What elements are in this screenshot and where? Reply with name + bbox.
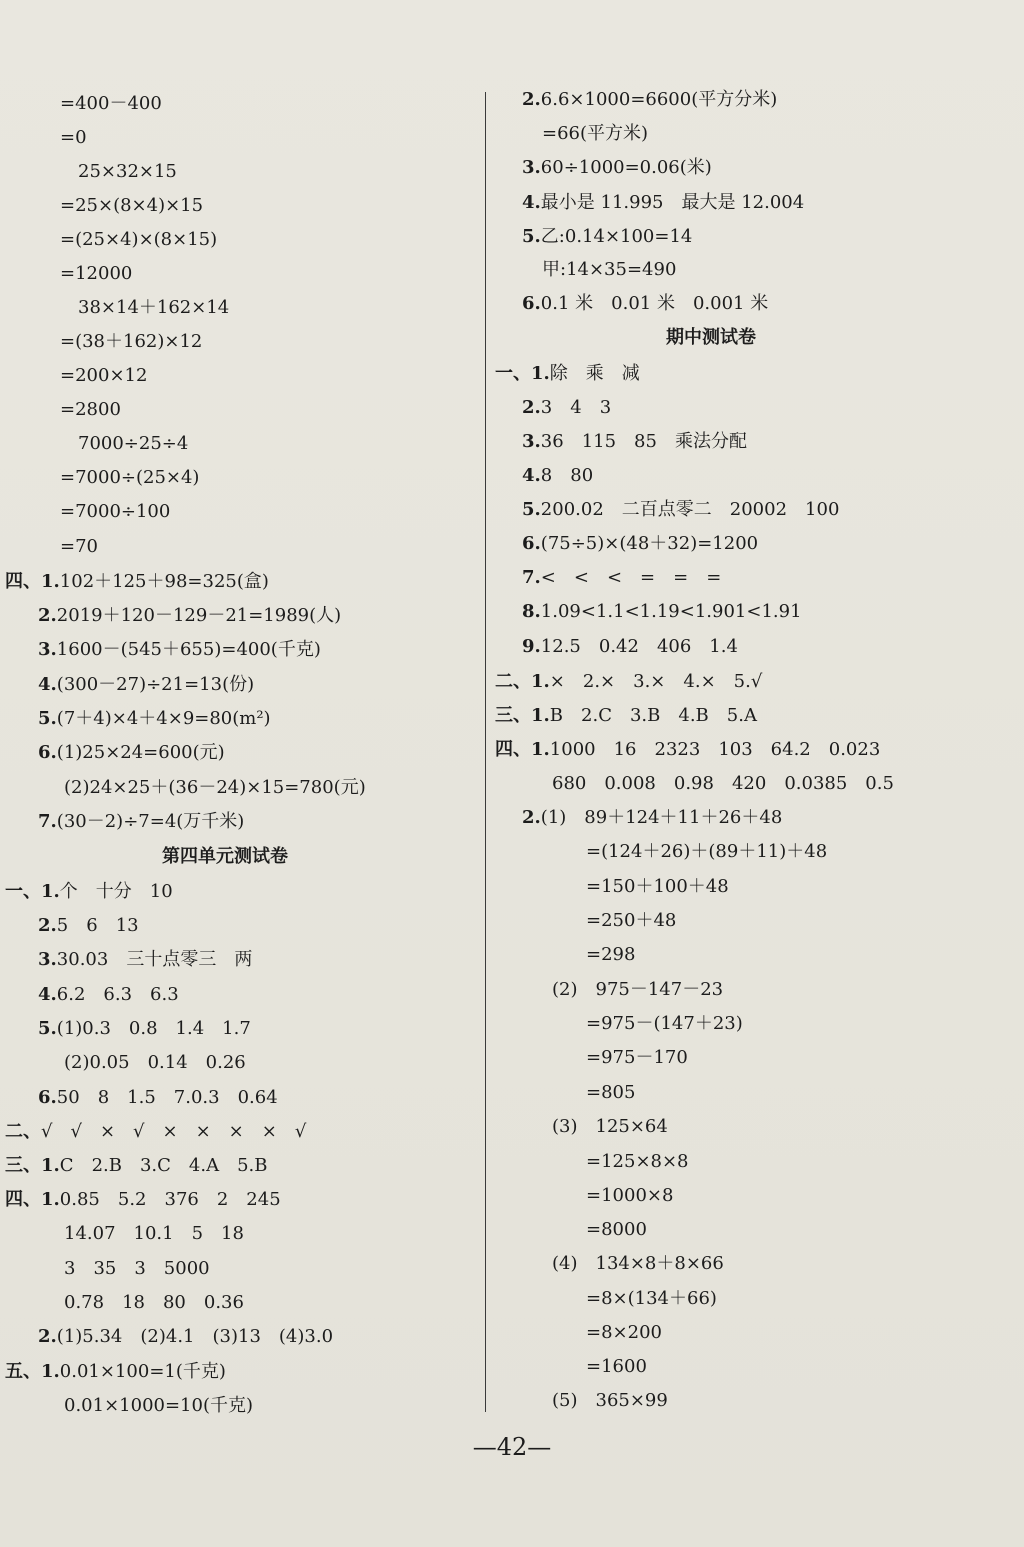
left-line-36: 0.78 18 80 0.36 (64, 1292, 244, 1313)
right-line-17: 9.12.5 0.42 406 1.4 (522, 636, 738, 657)
right-line-26: =298 (586, 944, 636, 965)
left-line-21: (2)24×25＋(36－24)×15=780(元) (64, 777, 366, 798)
left-line-7: 38×14＋162×14 (78, 297, 230, 318)
left-line-10: =2800 (60, 399, 121, 420)
left-line-19: 5.(7＋4)×4＋4×9=80(m²) (38, 708, 271, 729)
left-line-39: 0.01×1000=10(千克) (64, 1395, 253, 1416)
left-line-15: 四、1.102＋125＋98=325(盒) (5, 571, 269, 592)
right-line-25: =250＋48 (586, 910, 677, 931)
left-line-33: 四、1.0.85 5.2 376 2 245 (5, 1189, 281, 1210)
right-line-37: =8×200 (586, 1322, 662, 1343)
right-line-21: 680 0.008 0.98 420 0.0385 0.5 (552, 773, 894, 794)
left-line-32: 三、1.C 2.B 3.C 4.A 5.B (5, 1155, 268, 1176)
left-line-2: =0 (60, 127, 87, 148)
right-line-1: 2.6.6×1000=6600(平方分米) (522, 89, 778, 110)
left-line-30: 6.50 8 1.5 7.0.3 0.64 (38, 1087, 278, 1108)
left-line-17: 3.1600－(545＋655)=400(千克) (38, 639, 321, 660)
right-line-24: =150＋100＋48 (586, 876, 729, 897)
right-line-9: 一、1.除 乘 减 (495, 363, 640, 384)
right-line-5: 5.乙:0.14×100=14 (522, 226, 693, 247)
right-line-34: =8000 (586, 1219, 647, 1240)
column-divider (485, 92, 486, 1412)
left-line-8: =(38＋162)×12 (60, 331, 203, 352)
left-line-3: 25×32×15 (78, 161, 177, 182)
right-line-2: =66(平方米) (542, 123, 649, 144)
left-line-34: 14.07 10.1 5 18 (64, 1223, 244, 1244)
left-line-28: 5.(1)0.3 0.8 1.4 1.7 (38, 1018, 251, 1039)
left-line-6: =12000 (60, 263, 133, 284)
left-line-5: =(25×4)×(8×15) (60, 229, 218, 250)
right-line-32: =125×8×8 (586, 1151, 689, 1172)
left-line-11: 7000÷25÷4 (78, 433, 189, 454)
right-line-29: =975－170 (586, 1047, 688, 1068)
left-line-25: 2.5 6 13 (38, 915, 139, 936)
right-line-13: 5.200.02 二百点零二 20002 100 (522, 499, 840, 520)
left-line-4: =25×(8×4)×15 (60, 195, 204, 216)
right-line-20: 四、1.1000 16 2323 103 64.2 0.023 (495, 739, 881, 760)
right-line-30: =805 (586, 1082, 636, 1103)
right-line-39: (5) 365×99 (552, 1390, 668, 1411)
right-line-4: 4.最小是 11.995 最大是 12.004 (522, 192, 805, 213)
left-line-22: 7.(30－2)÷7=4(万千米) (38, 811, 245, 832)
left-line-38: 五、1.0.01×100=1(千克) (5, 1361, 226, 1382)
left-line-35: 3 35 3 5000 (64, 1258, 210, 1279)
right-line-36: =8×(134＋66) (586, 1288, 717, 1309)
right-line-7: 6.0.1 米 0.01 米 0.001 米 (522, 293, 769, 314)
right-line-35: (4) 134×8＋8×66 (552, 1253, 724, 1274)
right-line-6: 甲:14×35=490 (542, 259, 677, 280)
left-line-13: =7000÷100 (60, 501, 171, 522)
right-line-33: =1000×8 (586, 1185, 674, 1206)
right-line-28: =975－(147＋23) (586, 1013, 743, 1034)
left-line-12: =7000÷(25×4) (60, 467, 200, 488)
right-line-10: 2.3 4 3 (522, 397, 612, 418)
left-line-26: 3.30.03 三十点零三 两 (38, 949, 253, 970)
right-line-14: 6.(75÷5)×(48＋32)=1200 (522, 533, 759, 554)
left-line-1: =400－400 (60, 93, 162, 114)
left-line-31: 二、√ √ × √ × × × × √ (5, 1121, 307, 1142)
right-line-12: 4.8 80 (522, 465, 594, 486)
right-line-15: 7.< < < = = = (522, 567, 722, 588)
left-line-18: 4.(300－27)÷21=13(份) (38, 674, 255, 695)
page-number: —42— (472, 1433, 552, 1461)
section-heading-unit4: 第四单元测试卷 (162, 846, 288, 867)
right-line-31: (3) 125×64 (552, 1116, 668, 1137)
right-line-3: 3.60÷1000=0.06(米) (522, 157, 712, 178)
right-line-11: 3.36 115 85 乘法分配 (522, 431, 747, 452)
right-line-18: 二、1.× 2.× 3.× 4.× 5.√ (495, 671, 763, 692)
left-line-29: (2)0.05 0.14 0.26 (64, 1052, 246, 1073)
right-line-38: =1600 (586, 1356, 647, 1377)
right-line-27: (2) 975－147－23 (552, 979, 724, 1000)
right-line-23: =(124＋26)＋(89＋11)＋48 (586, 841, 828, 862)
left-line-37: 2.(1)5.34 (2)4.1 (3)13 (4)3.0 (38, 1326, 334, 1347)
left-line-9: =200×12 (60, 365, 148, 386)
left-line-24: 一、1.个 十分 10 (5, 881, 173, 902)
right-line-16: 8.1.09<1.1<1.19<1.901<1.91 (522, 601, 802, 622)
section-heading-midterm: 期中测试卷 (666, 327, 756, 348)
left-line-20: 6.(1)25×24=600(元) (38, 742, 225, 763)
right-line-19: 三、1.B 2.C 3.B 4.B 5.A (495, 705, 757, 726)
left-line-27: 4.6.2 6.3 6.3 (38, 984, 179, 1005)
right-line-22: 2.(1) 89＋124＋11＋26＋48 (522, 807, 783, 828)
left-line-14: =70 (60, 536, 98, 557)
left-line-16: 2.2019＋120－129－21=1989(人) (38, 605, 342, 626)
